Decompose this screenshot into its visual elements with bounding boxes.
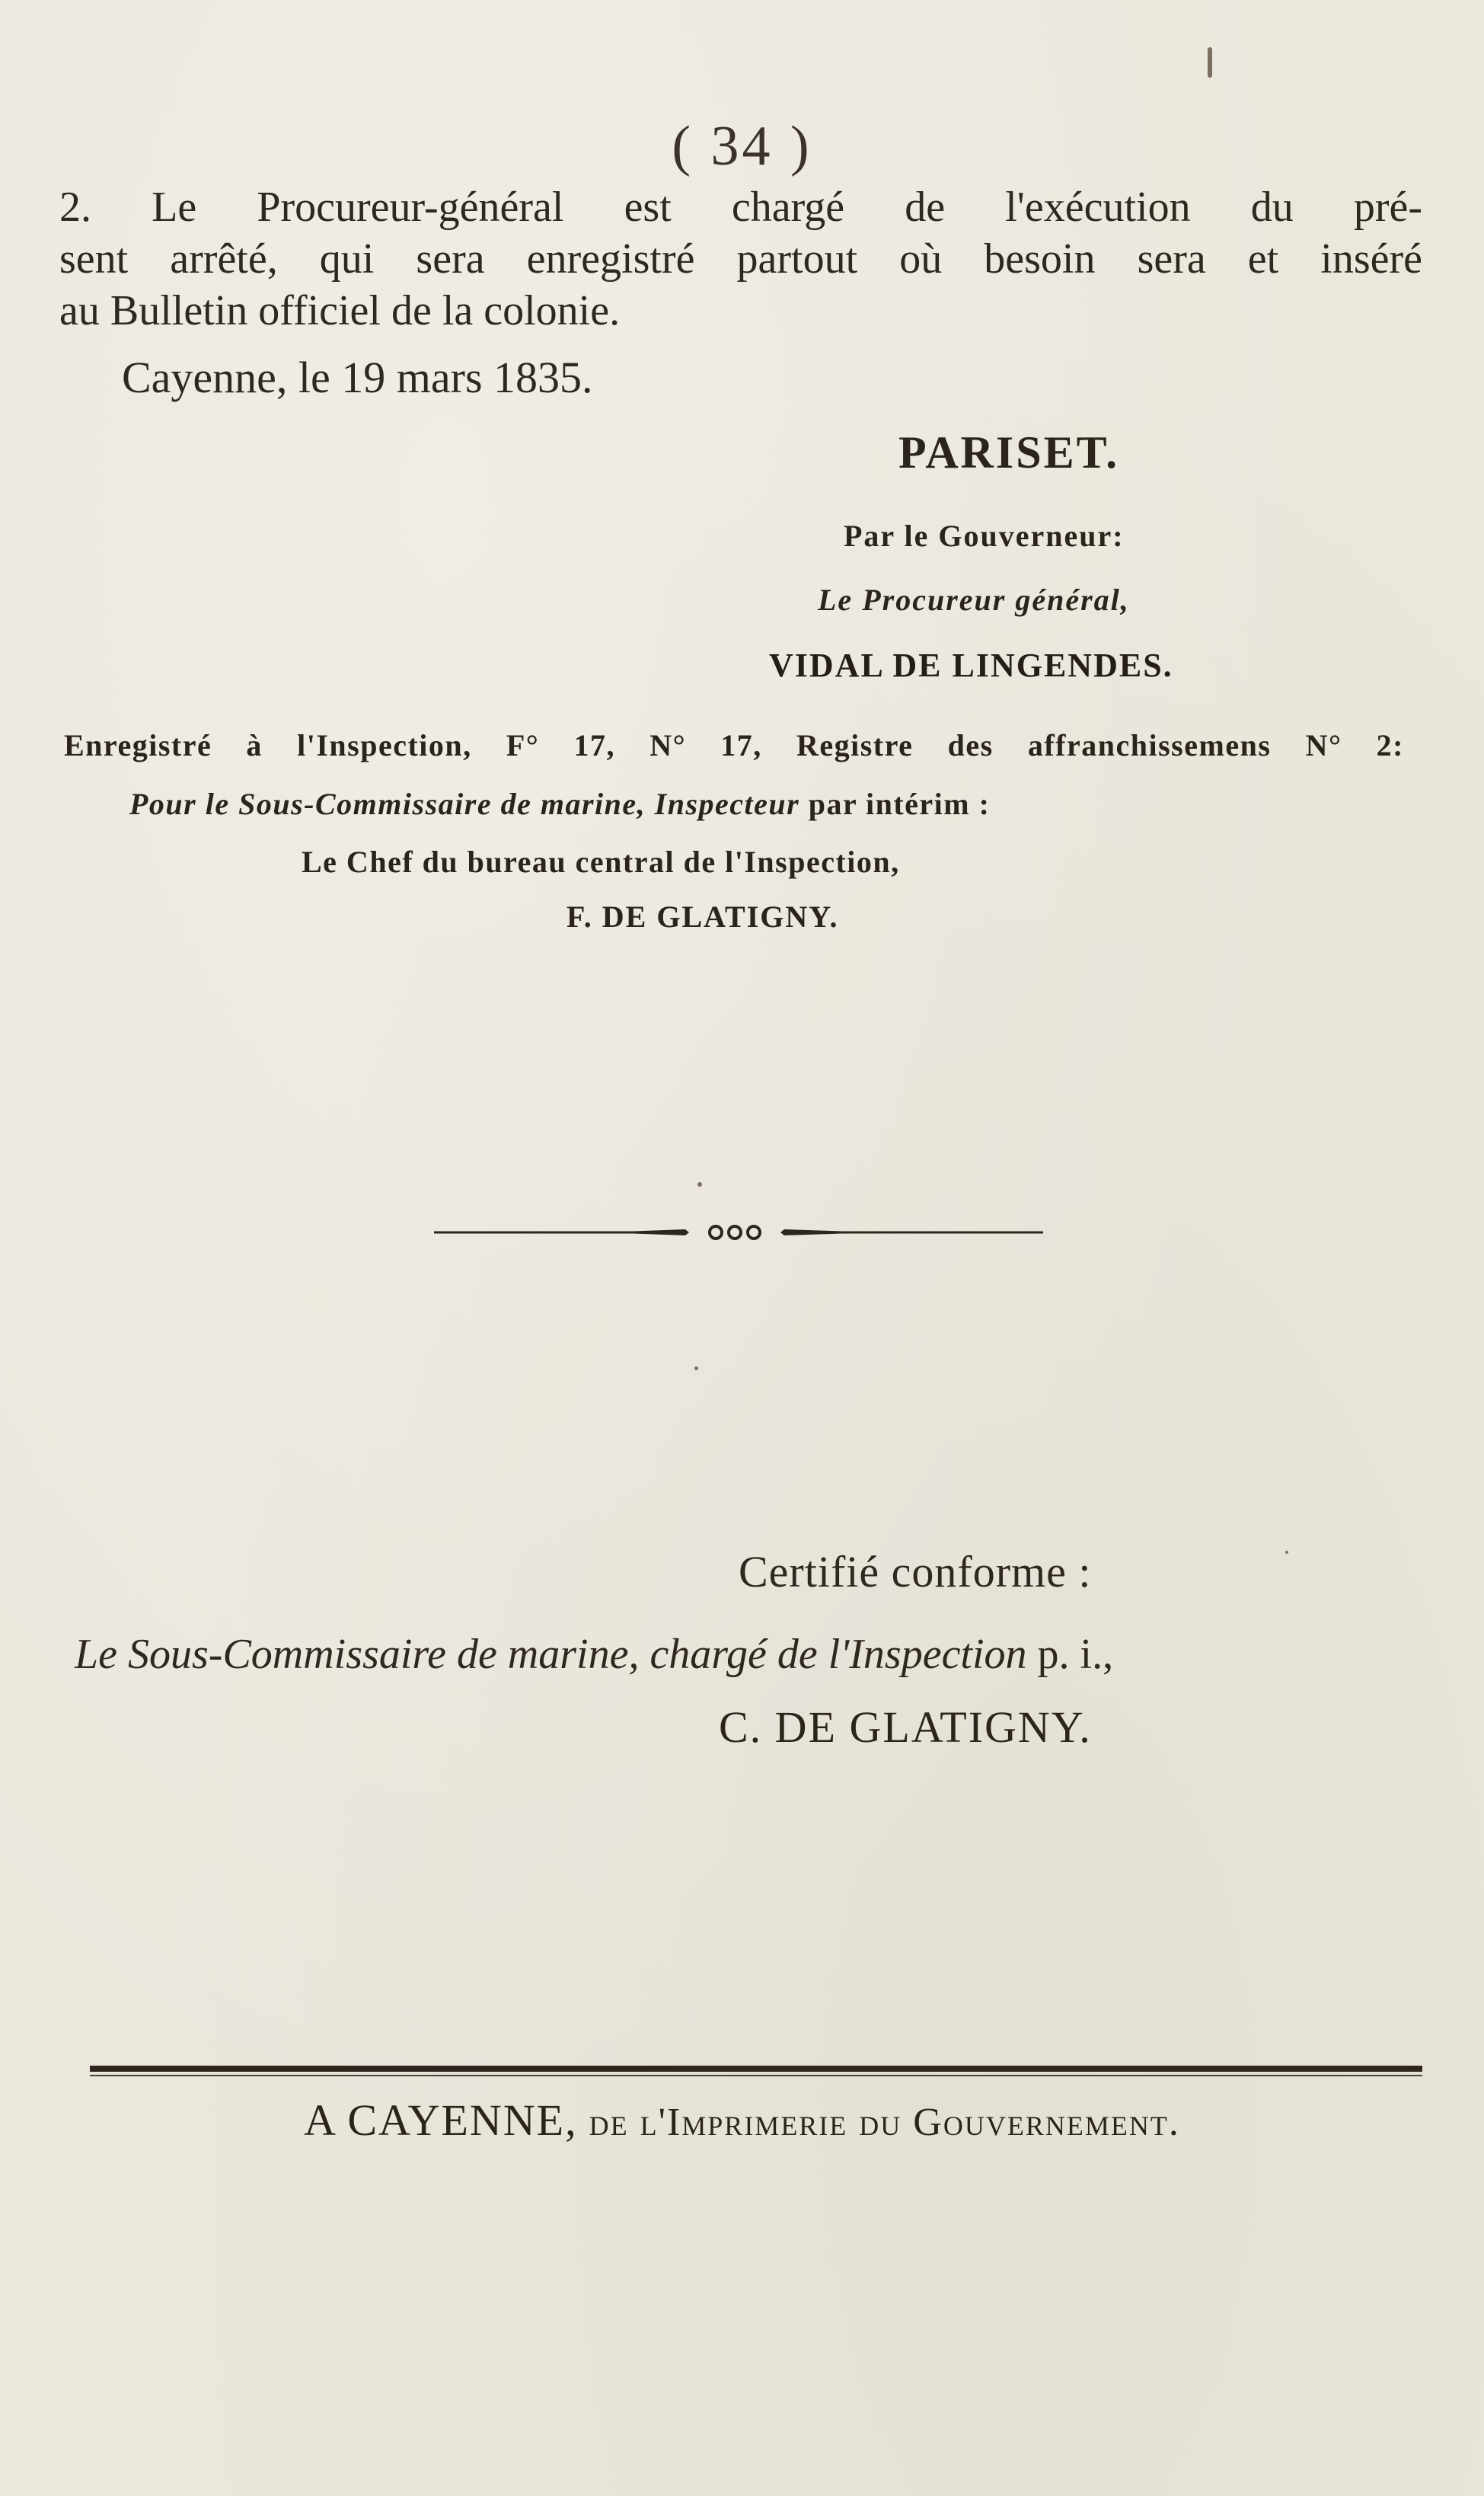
procureur-name: VIDAL DE LINGENDES. bbox=[769, 647, 1173, 684]
procureur-title: Le Procureur général, bbox=[818, 583, 1130, 617]
article-line-2: sent arrêté, qui sera enregistré partout où besoin sera et inséré bbox=[59, 235, 1422, 283]
acting-inspector-title: Inspecteur bbox=[654, 787, 800, 821]
place-date: Cayenne, le 19 mars 1835. bbox=[122, 353, 593, 402]
paper-mark bbox=[1208, 47, 1212, 78]
paper-speck bbox=[697, 1182, 702, 1187]
bureau-chief-name: F. DE GLATIGNY. bbox=[566, 900, 839, 934]
commissaire-role: Le Sous-Commissaire de marine, chargé de l'Inspection bbox=[75, 1631, 1027, 1678]
printer-imprint bbox=[0, 2095, 1484, 2146]
page-number: ( 34 ) bbox=[672, 115, 812, 177]
registration-line: Enregistré à l'Inspection, F° 17, N° 17, Registre des affranchissemens N° 2: bbox=[64, 728, 1404, 762]
acting-inspector-sep: , bbox=[637, 787, 655, 821]
article-line-1: 2. Le Procureur-général est chargé de l'exécution du pré- bbox=[59, 184, 1422, 231]
certified-heading: Certifié conforme : bbox=[739, 1547, 1092, 1596]
acting-inspector-tail: par intérim : bbox=[799, 787, 991, 821]
commissaire-line bbox=[75, 1630, 1422, 1679]
ornament-divider-icon bbox=[426, 1217, 1051, 1248]
printer-name: de l'Imprimerie du Gouvernement. bbox=[577, 2101, 1180, 2144]
certifier-name: C. DE GLATIGNY. bbox=[719, 1702, 1092, 1752]
article-line-3: au Bulletin officiel de la colonie. bbox=[59, 287, 621, 334]
article-paragraph bbox=[59, 181, 1422, 337]
acting-inspector-line bbox=[129, 786, 990, 822]
printer-city: A CAYENNE, bbox=[304, 2095, 578, 2145]
printer-rule-thin bbox=[90, 2075, 1422, 2076]
commissaire-tail: p. i., bbox=[1026, 1631, 1114, 1678]
governor-signature: PARISET. bbox=[898, 427, 1120, 478]
acting-inspector-role: Pour le Sous-Commissaire de marine bbox=[129, 787, 637, 821]
printer-rule-thick bbox=[90, 2066, 1422, 2072]
paper-speck bbox=[1285, 1551, 1288, 1554]
paper-speck bbox=[694, 1366, 698, 1370]
by-governor-label: Par le Gouverneur: bbox=[844, 519, 1125, 553]
bureau-chief-line: Le Chef du bureau central de l'Inspection, bbox=[302, 845, 900, 879]
